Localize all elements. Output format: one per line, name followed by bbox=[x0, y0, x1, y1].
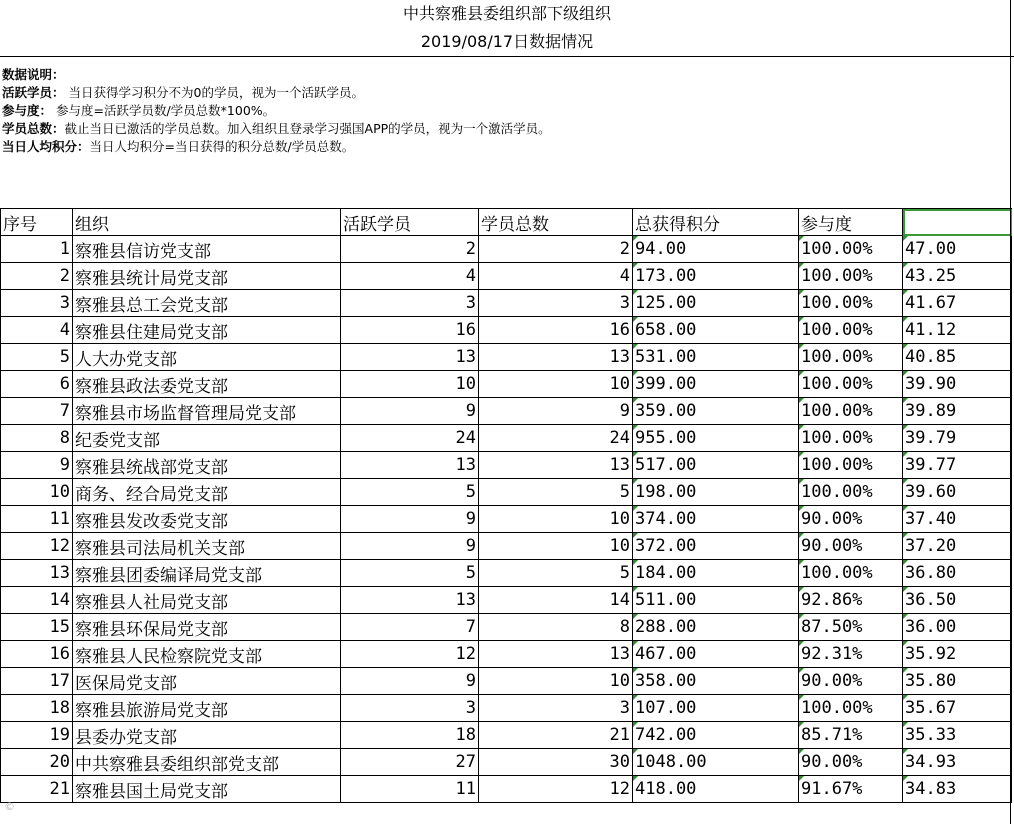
table-row bbox=[1, 452, 1012, 479]
table-row bbox=[1, 533, 1012, 560]
table-cell[interactable]: 18 bbox=[1, 695, 73, 722]
column-header[interactable]: 组织 bbox=[73, 209, 341, 236]
table-cell[interactable]: 24 bbox=[479, 425, 633, 452]
table-row bbox=[1, 371, 1012, 398]
table-cell[interactable]: 16 bbox=[1, 641, 73, 668]
table-cell[interactable]: 察雅县住建局党支部 bbox=[73, 317, 341, 344]
table-cell[interactable]: 288.00 bbox=[633, 614, 799, 641]
table-cell[interactable]: 1 bbox=[1, 236, 73, 263]
table-cell[interactable]: 4 bbox=[479, 263, 633, 290]
table-cell[interactable]: 184.00 bbox=[633, 560, 799, 587]
table-cell[interactable]: 34.83 bbox=[903, 776, 1012, 803]
table-cell[interactable]: 12 bbox=[341, 641, 479, 668]
table-cell[interactable]: 100.00% bbox=[799, 317, 903, 344]
table-row bbox=[1, 236, 1012, 263]
table-cell[interactable]: 92.86% bbox=[799, 587, 903, 614]
table-cell[interactable]: 6 bbox=[1, 371, 73, 398]
table-cell[interactable]: 察雅县政法委党支部 bbox=[73, 371, 341, 398]
table-cell[interactable]: 173.00 bbox=[633, 263, 799, 290]
table-cell[interactable]: 2 bbox=[1, 263, 73, 290]
table-cell[interactable]: 399.00 bbox=[633, 371, 799, 398]
table-cell[interactable]: 察雅县团委编译局党支部 bbox=[73, 560, 341, 587]
column-header[interactable] bbox=[903, 209, 1012, 236]
note-text: 当日人均积分=当日获得的积分总数/学员总数。 bbox=[89, 139, 355, 154]
column-header[interactable]: 总获得积分 bbox=[633, 209, 799, 236]
table-row bbox=[1, 722, 1012, 749]
table-cell[interactable]: 90.00% bbox=[799, 668, 903, 695]
table-cell[interactable]: 察雅县统战部党支部 bbox=[73, 452, 341, 479]
table-cell[interactable]: 43.25 bbox=[903, 263, 1012, 290]
table-cell[interactable]: 87.50% bbox=[799, 614, 903, 641]
table-cell[interactable]: 100.00% bbox=[799, 398, 903, 425]
table-cell[interactable]: 商务、经合局党支部 bbox=[73, 479, 341, 506]
table-cell[interactable]: 3 bbox=[479, 290, 633, 317]
table-cell[interactable]: 39.90 bbox=[903, 371, 1012, 398]
table-cell[interactable]: 418.00 bbox=[633, 776, 799, 803]
table-cell[interactable]: 372.00 bbox=[633, 533, 799, 560]
table-cell[interactable]: 9 bbox=[341, 668, 479, 695]
table-cell[interactable]: 察雅县司法局机关支部 bbox=[73, 533, 341, 560]
table-cell[interactable]: 30 bbox=[479, 749, 633, 776]
table-cell[interactable]: 13 bbox=[341, 452, 479, 479]
table-cell[interactable]: 35.92 bbox=[903, 641, 1012, 668]
table-cell[interactable]: 24 bbox=[341, 425, 479, 452]
table-cell[interactable]: 12 bbox=[479, 776, 633, 803]
table-row bbox=[1, 398, 1012, 425]
table-cell[interactable]: 察雅县环保局党支部 bbox=[73, 614, 341, 641]
note-line bbox=[2, 102, 551, 120]
table-cell[interactable]: 9 bbox=[341, 506, 479, 533]
note-text: 当日获得学习积分不为0的学员，视为一个活跃学员。 bbox=[64, 85, 364, 100]
table-cell[interactable]: 90.00% bbox=[799, 749, 903, 776]
column-header[interactable]: 参与度 bbox=[799, 209, 903, 236]
table-cell[interactable]: 9 bbox=[341, 398, 479, 425]
table-cell[interactable]: 5 bbox=[341, 479, 479, 506]
table-cell[interactable]: 医保局党支部 bbox=[73, 668, 341, 695]
table-cell[interactable]: 察雅县发改委党支部 bbox=[73, 506, 341, 533]
note-line bbox=[2, 84, 551, 102]
table-cell[interactable]: 13 bbox=[479, 641, 633, 668]
table-row bbox=[1, 317, 1012, 344]
table-cell[interactable]: 3 bbox=[1, 290, 73, 317]
table-cell[interactable]: 9 bbox=[479, 398, 633, 425]
table-cell[interactable]: 5 bbox=[479, 560, 633, 587]
table-cell[interactable]: 10 bbox=[479, 506, 633, 533]
table-row bbox=[1, 506, 1012, 533]
table-cell[interactable]: 察雅县市场监督管理局党支部 bbox=[73, 398, 341, 425]
table-row bbox=[1, 587, 1012, 614]
data-table bbox=[0, 208, 1012, 803]
table-cell[interactable]: 100.00% bbox=[799, 263, 903, 290]
table-cell[interactable]: 7 bbox=[341, 614, 479, 641]
table-cell[interactable]: 658.00 bbox=[633, 317, 799, 344]
table-cell[interactable]: 100.00% bbox=[799, 452, 903, 479]
table-cell[interactable]: 35.33 bbox=[903, 722, 1012, 749]
table-cell[interactable]: 359.00 bbox=[633, 398, 799, 425]
table-cell[interactable]: 955.00 bbox=[633, 425, 799, 452]
table-cell[interactable]: 13 bbox=[341, 587, 479, 614]
table-cell[interactable]: 21 bbox=[479, 722, 633, 749]
table-cell[interactable]: 40.85 bbox=[903, 344, 1012, 371]
table-cell[interactable]: 92.31% bbox=[799, 641, 903, 668]
table-cell[interactable]: 36.80 bbox=[903, 560, 1012, 587]
table-cell[interactable]: 39.77 bbox=[903, 452, 1012, 479]
table-cell[interactable]: 县委办党支部 bbox=[73, 722, 341, 749]
table-cell[interactable]: 20 bbox=[1, 749, 73, 776]
table-cell[interactable]: 27 bbox=[341, 749, 479, 776]
table-cell[interactable]: 15 bbox=[1, 614, 73, 641]
table-cell[interactable]: 5 bbox=[1, 344, 73, 371]
table-cell[interactable]: 100.00% bbox=[799, 560, 903, 587]
table-cell[interactable]: 85.71% bbox=[799, 722, 903, 749]
table-cell[interactable]: 100.00% bbox=[799, 236, 903, 263]
table-cell[interactable]: 36.00 bbox=[903, 614, 1012, 641]
table-cell[interactable]: 纪委党支部 bbox=[73, 425, 341, 452]
table-cell[interactable]: 34.93 bbox=[903, 749, 1012, 776]
table-cell[interactable]: 人大办党支部 bbox=[73, 344, 341, 371]
table-cell[interactable]: 察雅县总工会党支部 bbox=[73, 290, 341, 317]
column-header[interactable]: 序号 bbox=[1, 209, 73, 236]
table-row bbox=[1, 560, 1012, 587]
table-cell[interactable]: 511.00 bbox=[633, 587, 799, 614]
table-row bbox=[1, 695, 1012, 722]
table-cell[interactable]: 11 bbox=[341, 776, 479, 803]
table-cell[interactable]: 7 bbox=[1, 398, 73, 425]
table-cell[interactable]: 10 bbox=[1, 479, 73, 506]
sheet-subtitle: 2019/08/17日数据情况 bbox=[420, 32, 594, 51]
note-label: 数据说明： bbox=[2, 67, 65, 82]
table-cell[interactable]: 358.00 bbox=[633, 668, 799, 695]
table-cell[interactable]: 19 bbox=[1, 722, 73, 749]
table-cell[interactable]: 41.67 bbox=[903, 290, 1012, 317]
watermark: © bbox=[4, 800, 15, 813]
note-text: 截止当日已激活的学员总数。加入组织且登录学习强国APP的学员，视为一个激活学员。 bbox=[64, 121, 551, 136]
table-cell[interactable]: 4 bbox=[1, 317, 73, 344]
table-cell[interactable]: 18 bbox=[341, 722, 479, 749]
table-cell[interactable]: 8 bbox=[479, 614, 633, 641]
note-label: 当日人均积分： bbox=[2, 139, 90, 154]
table-cell[interactable]: 察雅县人民检察院党支部 bbox=[73, 641, 341, 668]
table-cell[interactable]: 17 bbox=[1, 668, 73, 695]
note-label: 活跃学员： bbox=[2, 85, 65, 100]
table-cell[interactable]: 16 bbox=[341, 317, 479, 344]
table-cell[interactable]: 198.00 bbox=[633, 479, 799, 506]
table-cell[interactable]: 10 bbox=[341, 371, 479, 398]
table-cell[interactable]: 100.00% bbox=[799, 290, 903, 317]
table-cell[interactable]: 10 bbox=[479, 668, 633, 695]
table-cell[interactable]: 16 bbox=[479, 317, 633, 344]
table-cell[interactable]: 91.67% bbox=[799, 776, 903, 803]
table-cell[interactable]: 2 bbox=[479, 236, 633, 263]
table-cell[interactable]: 100.00% bbox=[799, 695, 903, 722]
table-cell[interactable]: 517.00 bbox=[633, 452, 799, 479]
sheet-title: 中共察雅县委组织部下级组织 bbox=[402, 4, 611, 23]
table-cell[interactable]: 14 bbox=[1, 587, 73, 614]
table-cell[interactable]: 467.00 bbox=[633, 641, 799, 668]
table-cell[interactable]: 1048.00 bbox=[633, 749, 799, 776]
note-label: 学员总数： bbox=[2, 121, 65, 136]
column-header[interactable]: 学员总数 bbox=[479, 209, 633, 236]
table-cell[interactable]: 9 bbox=[1, 452, 73, 479]
table-cell[interactable]: 39.89 bbox=[903, 398, 1012, 425]
table-row bbox=[1, 290, 1012, 317]
table-cell[interactable]: 39.60 bbox=[903, 479, 1012, 506]
table-cell[interactable]: 100.00% bbox=[799, 344, 903, 371]
data-notes bbox=[2, 66, 551, 156]
table-row bbox=[1, 776, 1012, 803]
table-cell[interactable]: 37.20 bbox=[903, 533, 1012, 560]
table-cell[interactable]: 742.00 bbox=[633, 722, 799, 749]
table-cell[interactable]: 14 bbox=[479, 587, 633, 614]
table-cell[interactable]: 3 bbox=[479, 695, 633, 722]
column-header[interactable]: 活跃学员 bbox=[341, 209, 479, 236]
table-row bbox=[1, 344, 1012, 371]
table-row bbox=[1, 479, 1012, 506]
table-cell[interactable]: 47.00 bbox=[903, 236, 1012, 263]
note-label: 参与度： bbox=[2, 103, 53, 118]
table-cell[interactable]: 13 bbox=[1, 560, 73, 587]
table-cell[interactable]: 39.79 bbox=[903, 425, 1012, 452]
table-cell[interactable]: 35.80 bbox=[903, 668, 1012, 695]
table-cell[interactable]: 37.40 bbox=[903, 506, 1012, 533]
table-cell[interactable]: 90.00% bbox=[799, 506, 903, 533]
table-cell[interactable]: 374.00 bbox=[633, 506, 799, 533]
table-cell[interactable]: 35.67 bbox=[903, 695, 1012, 722]
table-cell[interactable]: 8 bbox=[1, 425, 73, 452]
table-cell[interactable]: 中共察雅县委组织部党支部 bbox=[73, 749, 341, 776]
table-cell[interactable]: 察雅县旅游局党支部 bbox=[73, 695, 341, 722]
table-row bbox=[1, 614, 1012, 641]
table-cell[interactable]: 41.12 bbox=[903, 317, 1012, 344]
table-cell[interactable]: 3 bbox=[341, 695, 479, 722]
table-cell[interactable]: 察雅县国土局党支部 bbox=[73, 776, 341, 803]
table-cell[interactable]: 13 bbox=[479, 452, 633, 479]
table-cell[interactable]: 察雅县统计局党支部 bbox=[73, 263, 341, 290]
note-line bbox=[2, 66, 551, 84]
table-cell[interactable]: 10 bbox=[479, 533, 633, 560]
table-cell[interactable]: 36.50 bbox=[903, 587, 1012, 614]
table-cell[interactable]: 察雅县人社局党支部 bbox=[73, 587, 341, 614]
table-cell[interactable]: 90.00% bbox=[799, 533, 903, 560]
table-cell[interactable]: 12 bbox=[1, 533, 73, 560]
header-row bbox=[1, 209, 1012, 236]
table-cell[interactable]: 察雅县信访党支部 bbox=[73, 236, 341, 263]
sheet-border-right bbox=[1010, 0, 1011, 824]
table-cell[interactable]: 100.00% bbox=[799, 479, 903, 506]
table-cell[interactable]: 4 bbox=[341, 263, 479, 290]
table-cell[interactable]: 13 bbox=[341, 344, 479, 371]
table-cell[interactable]: 21 bbox=[1, 776, 73, 803]
table-cell[interactable]: 10 bbox=[479, 371, 633, 398]
title-block bbox=[0, 0, 1014, 57]
note-text: 参与度=活跃学员数/学员总数*100%。 bbox=[52, 103, 276, 118]
table-cell[interactable]: 531.00 bbox=[633, 344, 799, 371]
table-cell[interactable]: 9 bbox=[341, 533, 479, 560]
table-cell[interactable]: 125.00 bbox=[633, 290, 799, 317]
table-row bbox=[1, 641, 1012, 668]
table-row bbox=[1, 425, 1012, 452]
note-line bbox=[2, 138, 551, 156]
table-cell[interactable]: 107.00 bbox=[633, 695, 799, 722]
table-cell[interactable]: 2 bbox=[341, 236, 479, 263]
table-cell[interactable]: 94.00 bbox=[633, 236, 799, 263]
table-row bbox=[1, 668, 1012, 695]
note-line bbox=[2, 120, 551, 138]
table-cell[interactable]: 5 bbox=[341, 560, 479, 587]
table-cell[interactable]: 3 bbox=[341, 290, 479, 317]
table-cell[interactable]: 5 bbox=[479, 479, 633, 506]
table-cell[interactable]: 100.00% bbox=[799, 371, 903, 398]
table-cell[interactable]: 11 bbox=[1, 506, 73, 533]
table-row bbox=[1, 263, 1012, 290]
table-cell[interactable]: 100.00% bbox=[799, 425, 903, 452]
table-cell[interactable]: 13 bbox=[479, 344, 633, 371]
table-row bbox=[1, 749, 1012, 776]
